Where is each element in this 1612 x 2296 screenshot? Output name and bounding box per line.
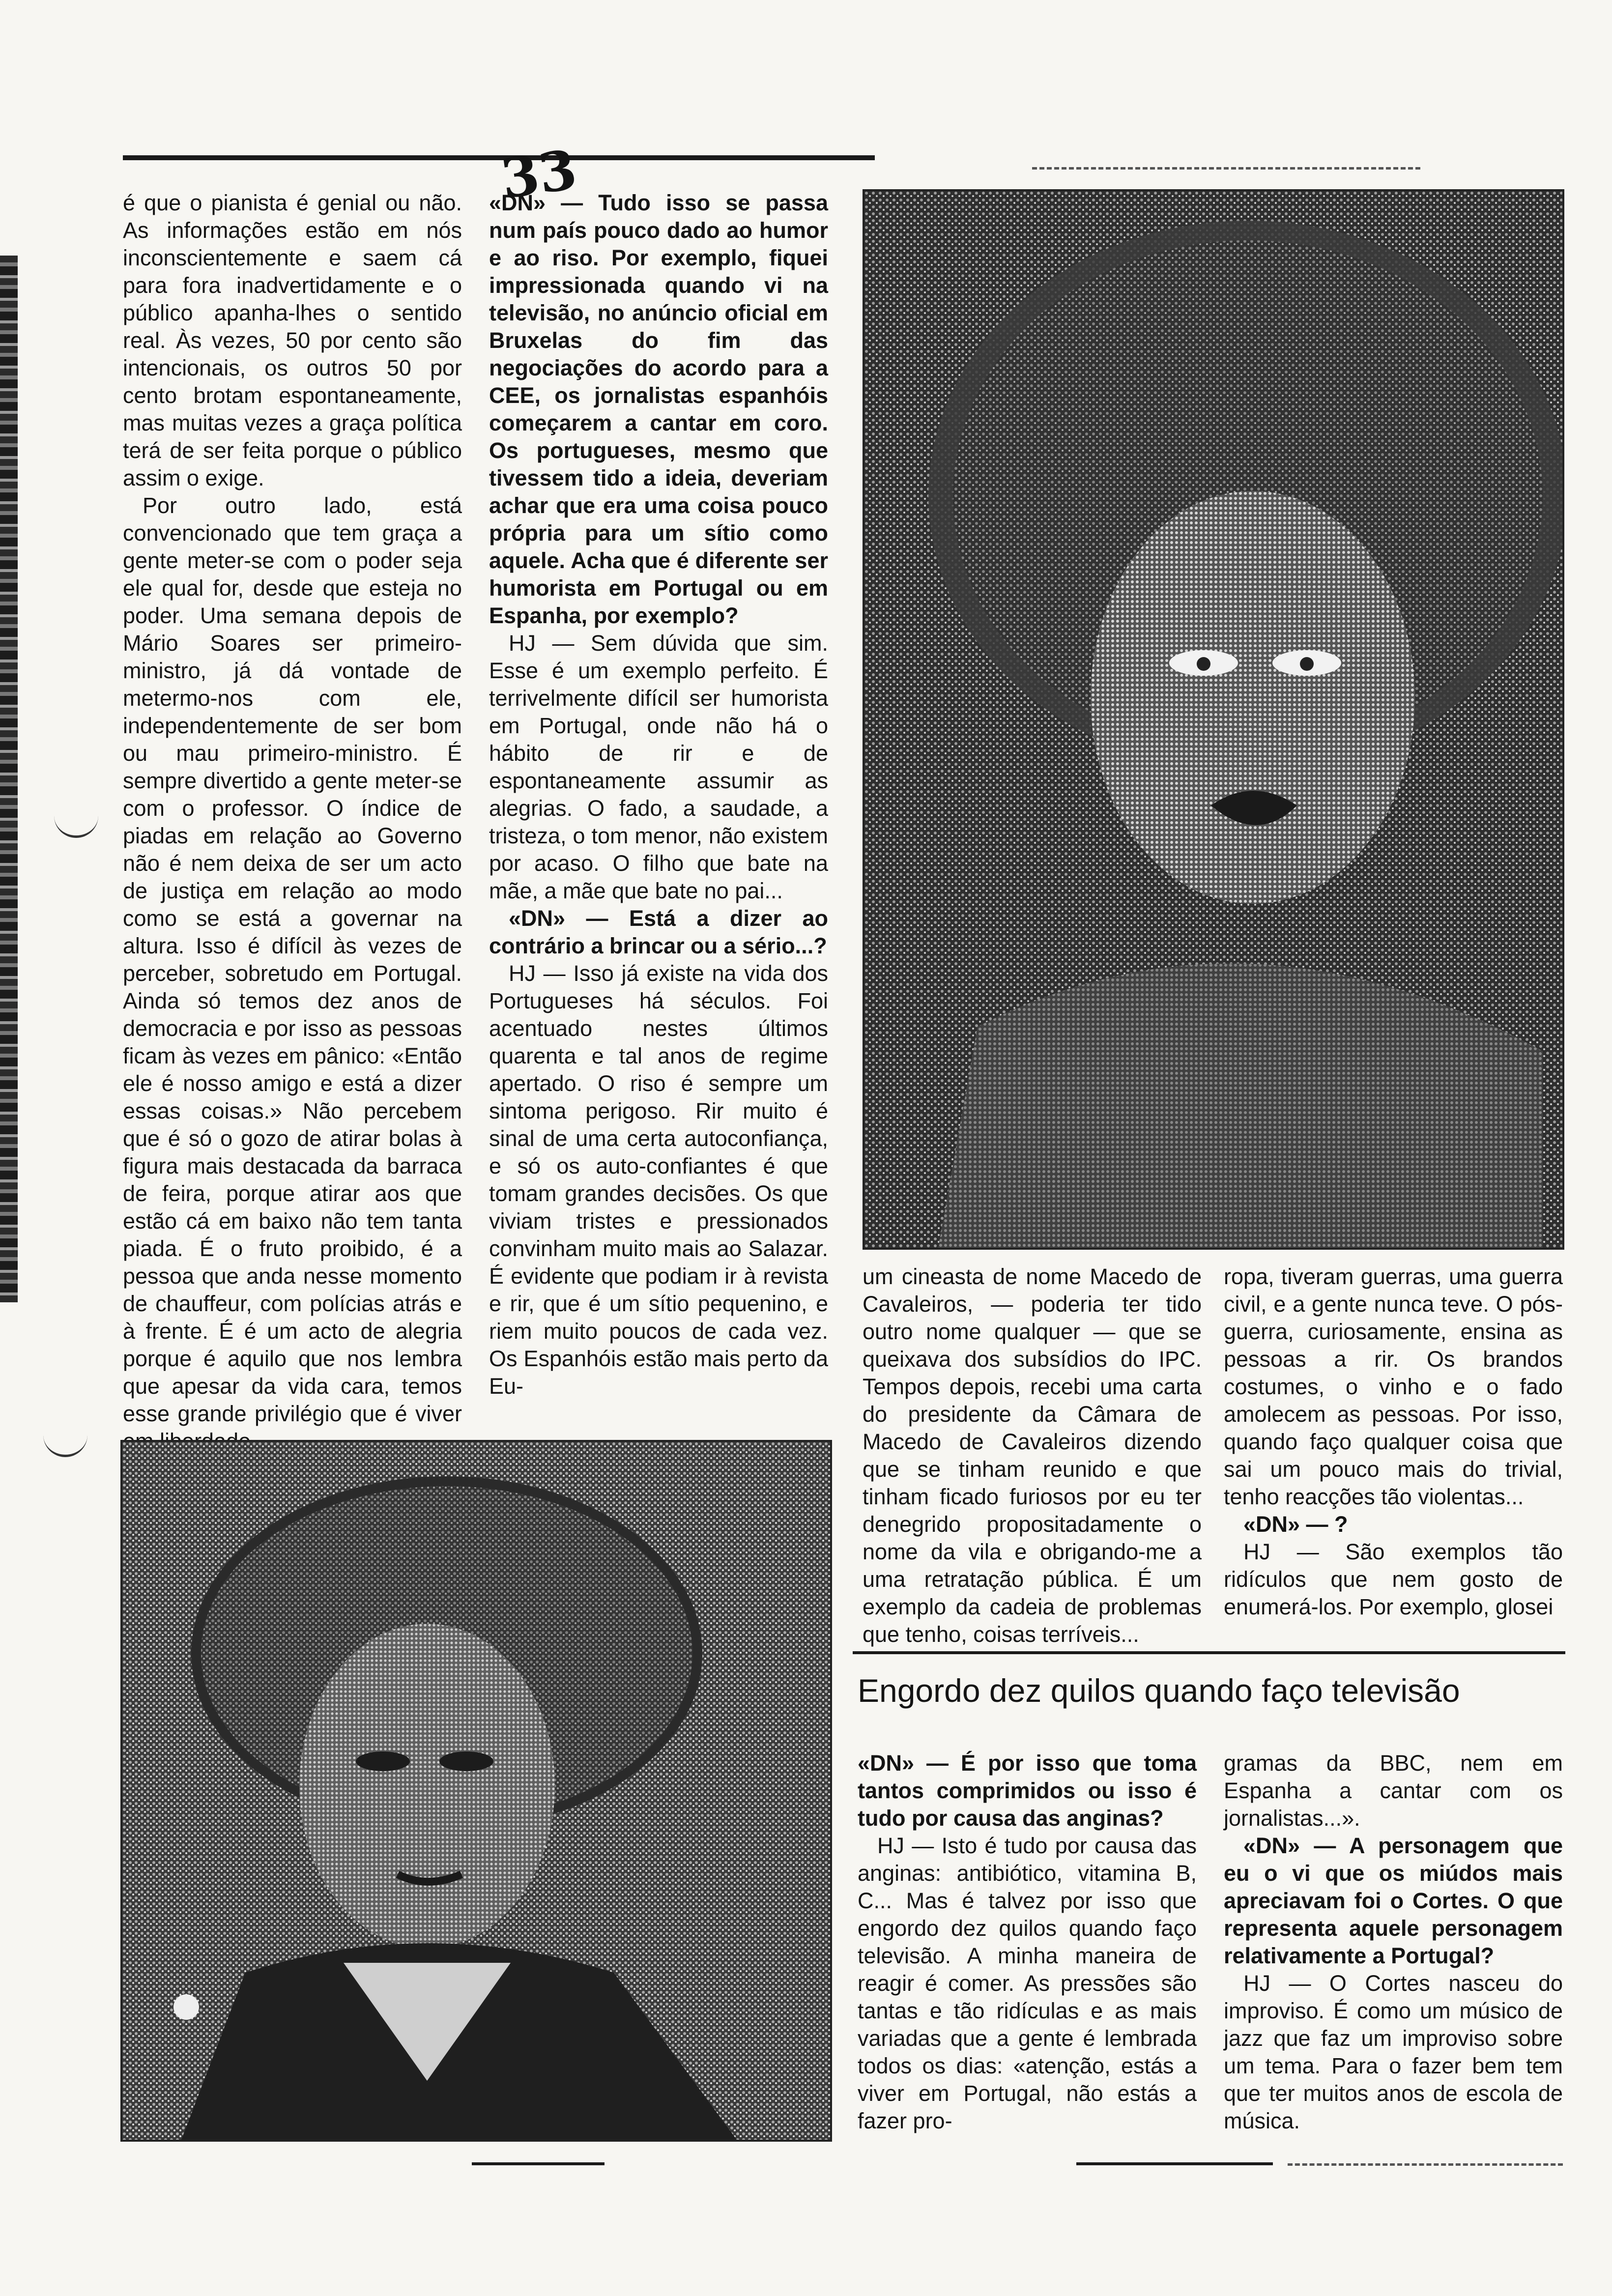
photo-woman-image [864, 191, 1562, 1248]
article-column-6 [1224, 1750, 1563, 2135]
bottom-rule [472, 2162, 604, 2165]
punch-hole-mark [43, 1425, 87, 1457]
article-column-1 [123, 189, 462, 1455]
article-column-4 [1224, 1263, 1563, 1621]
paragraph: Por outro lado, está convencionado que tem graça a gente meter-se com o poder seja ele qual for, desde que esteja no poder. Uma semana depois de Mário Soares ser primeiro-ministro, já dá vontade de metermo-nos com ele, independentemente de ser bom ou mau primeiro-ministro. É sempre divertido a gente meter-se com o professor. O índice de piadas em relação ao Governo não é nem deixa de ser um acto de justiça em relação ao modo como se está a governar na altura. Isso é difícil às vezes de perceber, sobretudo em Portugal. Ainda só temos dez anos de democracia e por isso as pessoas ficam às vezes em pânico: «Então ele é nosso amigo e está a dizer essas coisas.» Não percebem que é só o gozo de atirar bolas à figura mais destacada da barraca de feira, porque atirar aos que estão cá em baixo não tem tanta piada. É o fruto proibido, é a pessoa que anda nesse momento de chauffeur, com polícias atrás e à frente. É é um acto de alegria porque é aquilo que nos lembra que apesar da vida cara, temos esse grande privilégio que é viver [123, 493, 462, 1426]
article-column-2 [489, 189, 828, 1400]
photo-man-portrait [120, 1440, 832, 2142]
binding-edge [0, 256, 18, 1302]
punch-hole-mark [54, 806, 98, 838]
article-column-3 [863, 1263, 1202, 1648]
article-column-5 [858, 1750, 1197, 2135]
interview-answer: HJ — Isso já existe na vida dos Portugueses há séculos. Foi acentuado nestes últimos quarenta e tal anos de regime apertado. O riso é sempre um sintoma perigoso. Rir muito é sinal de uma certa autoconfiança, e só os auto-confiantes é que tomam grandes decisões. Os que viviam tristes e pressionados convinham muito mais ao Salazar. É evidente que podiam ir à revista e rir, que é um sítio pequenino, e riem muito poucos de cada vez. Os Espanhóis estão mais perto da Eu- [489, 961, 828, 1399]
photo-man-image [122, 1442, 830, 2140]
paragraph: um cineasta de nome Macedo de Cavaleiros, — poderia ter tido outro nome qualquer — que se queixava dos subsídios do IPC. Tempos depois, recebi uma carta do presidente da Câmara de Macedo de Cavaleiros dizendo que se tinham reunido e que tinham ficado furiosos por eu ter denegrido propositadamente o nome da vila e obrigando-me a uma retratação pública. É um exemplo da cadeia de problemas que tenho, coisas terríveis... [863, 1264, 1202, 1647]
paragraph: gramas da BBC, nem em Espanha a cantar com os jornalistas...». [1224, 1751, 1563, 1831]
section-headline: Engordo dez quilos quando faço televisão [858, 1672, 1460, 1709]
interview-answer: HJ — Isto é tudo por causa das anginas: antibiótico, vitamina B, C... Mas é talvez por isso que engordo dez quilos quando faço televisão. A minha maneira de reagir é comer. As pressões são tantas e tão ridículas e as mais variadas que a gente é lembrada todos os dias: «atenção, estás a viver em Portugal, não estás a fazer pro- [858, 1833, 1197, 2133]
interview-question: «DN» — ? [1243, 1512, 1348, 1537]
interview-question: «DN» — É por isso que toma tantos comprimidos ou isso é tudo por causa das anginas? [858, 1751, 1197, 1831]
page-number: 33 [497, 137, 581, 211]
interview-answer: HJ — O Cortes nasceu do improviso. É como um músico de jazz que faz um improviso sobre um tema. Para o fazer bem tem que ter muitos anos de escola de música. [1224, 1971, 1563, 2133]
interview-answer: HJ — São exemplos tão ridículos que nem gosto de enumerá-los. Por exemplo, glosei [1224, 1539, 1563, 1619]
top-dashed-rule [1032, 167, 1420, 170]
paragraph: é que o pianista é genial ou não. As informações estão em nós inconscientemente e saem cá para fora inadvertidamente e o público apanha-lhes o sentido real. Às vezes, 50 por cento são intencionais, os outros 50 por cento brotam espontaneamente, mas muitas vezes a graça política terá de ser feita porque o público assim o exige. [123, 190, 462, 490]
interview-answer: HJ — Sem dúvida que sim. Esse é um exemplo perfeito. É terrivelmente difícil ser humorista em Portugal, onde não há o hábito de rir e de espontaneamente assumir as alegrias. O fado, a saudade, a tristeza, o tom menor, não existem por acaso. O filho que bate na mãe, a mãe que bate no pai... [489, 631, 828, 903]
interview-question: «DN» — A personagem que eu o vi que os miúdos mais apreciavam foi o Cortes. O que representa aquele personagem relativamente a Portugal? [1224, 1833, 1563, 1968]
headline-rule [853, 1651, 1565, 1654]
interview-question: «DN» — Tudo isso se passa num país pouco dado ao humor e ao riso. Por exemplo, fiquei impressionada quando vi na televisão, no anúncio oficial em Bruxelas do fim das negociações do acordo para a CEE, os jornalistas espanhóis começarem a cantar em coro. Os portugueses, mesmo que tivessem tido a ideia, deveriam achar que era uma coisa pouco própria para um sítio como aquele. Acha que é diferente ser humorista em Portugal ou em Espanha, por exemplo? [489, 190, 828, 628]
photo-woman-portrait [863, 189, 1564, 1250]
interview-question: «DN» — Está a dizer ao contrário a brincar ou a sério...? [489, 906, 828, 958]
bottom-rule [1076, 2162, 1273, 2165]
bottom-dashed-rule [1288, 2163, 1563, 2166]
paragraph: ropa, tiveram guerras, uma guerra civil, e a gente nunca teve. O pós-guerra, curiosamente, ensina as pessoas a rir. Os brandos costumes, o vinho e o fado amolecem as pessoas. Por isso, quando faço qualquer coisa que sai um pouco mais do trivial, tenho reacções tão violentas... [1224, 1264, 1563, 1509]
